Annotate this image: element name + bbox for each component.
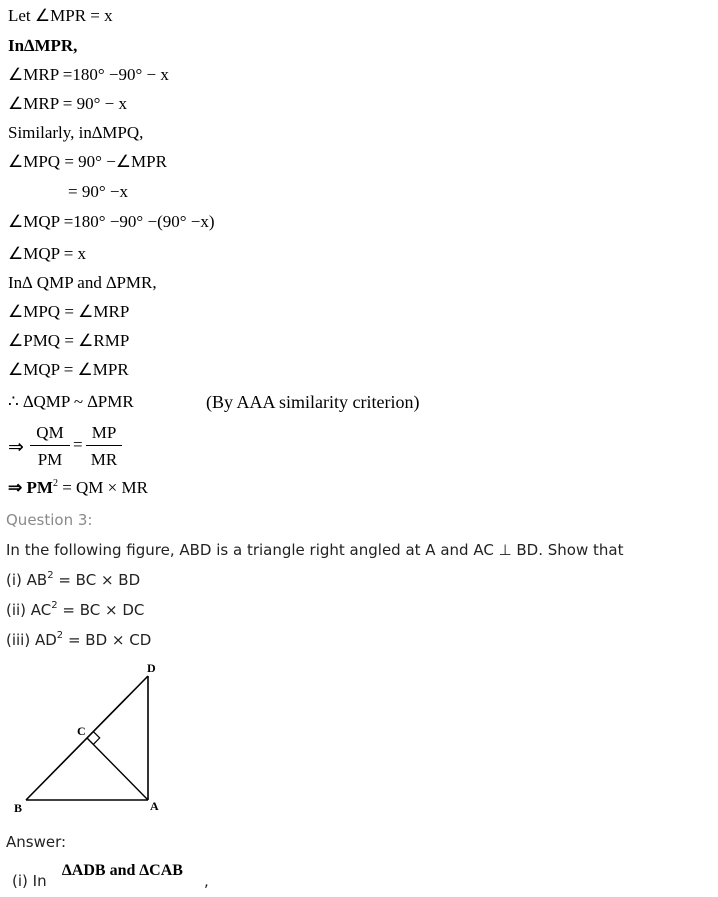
exponent: 2 [52, 478, 58, 489]
exponent: 2 [51, 600, 58, 611]
solution-line-4: ∠MRP = 90° − x [8, 94, 127, 113]
part-expression: = BC × DC [57, 601, 145, 619]
fraction-numerator: QM [30, 423, 70, 446]
fraction-mp-mr [86, 423, 122, 470]
answer-heading: Answer: [6, 833, 67, 851]
solution-line-3: ∠MRP =180° −90° − x [8, 65, 169, 84]
question-statement: In the following figure, ABD is a triangle right angled at A and AC ⊥ BD. Show that [6, 541, 624, 559]
solution-line-12: ∠PMQ = ∠RMP [8, 331, 130, 350]
solution-line-11: ∠MPQ = ∠MRP [8, 302, 130, 321]
exponent: 2 [56, 630, 64, 641]
fraction-denominator: PM [37, 450, 63, 469]
implies-arrow: ⇒ [8, 437, 24, 458]
part-label: (i) AB [6, 571, 48, 589]
equals-sign: = [73, 435, 83, 454]
question-heading: Question 3: [6, 511, 93, 529]
fraction-qm-pm [30, 423, 70, 470]
answer-part-i-prefix: (i) In [12, 872, 47, 890]
solution-line-16-rhs: = QM × MR [57, 478, 148, 497]
label-a: A [150, 799, 159, 813]
altitude-ac [87, 738, 148, 800]
solution-line-5: Similarly, in∆MPQ, [8, 123, 144, 142]
part-label: (iii) AD [6, 631, 57, 649]
solution-line-9: ∠MQP = x [8, 244, 87, 263]
question-part-iii [6, 631, 151, 649]
solution-line-13: ∠MQP = ∠MPR [8, 360, 129, 379]
answer-part-i-suffix: , [204, 872, 209, 890]
label-d: D [147, 661, 156, 675]
part-expression: = BC × BD [53, 571, 141, 589]
solution-line-16-lhs: ⇒ PM [8, 478, 53, 497]
answer-part-i-math: ∆ADB and ∆CAB [62, 862, 183, 879]
fraction-numerator: MP [86, 423, 122, 446]
question-part-ii [6, 601, 144, 619]
solution-line-1: Let ∠MPR = x [8, 6, 113, 25]
part-label: (ii) AC [6, 601, 52, 619]
right-angle-mark [93, 732, 99, 745]
solution-line-7: = 90° −x [68, 182, 128, 201]
solution-line-14: ∴ ∆QMP ~ ∆PMR [8, 392, 134, 411]
part-expression: = BD × CD [63, 631, 152, 649]
question-part-i [6, 571, 140, 589]
label-c: C [77, 724, 86, 738]
solution-line-8: ∠MQP =180° −90° −(90° −x) [8, 212, 215, 231]
solution-line-6: ∠MPQ = 90° −∠MPR [8, 152, 167, 171]
fraction-denominator: MR [90, 450, 118, 469]
solution-line-10: In∆ QMP and ∆PMR, [8, 273, 157, 292]
label-b: B [14, 801, 23, 815]
similarity-criterion-note: (By AAA similarity criterion) [206, 392, 420, 412]
exponent: 2 [47, 570, 54, 581]
solution-line-16 [8, 478, 148, 498]
solution-line-2: In∆MPR, [8, 36, 78, 55]
triangle-figure [0, 655, 200, 825]
